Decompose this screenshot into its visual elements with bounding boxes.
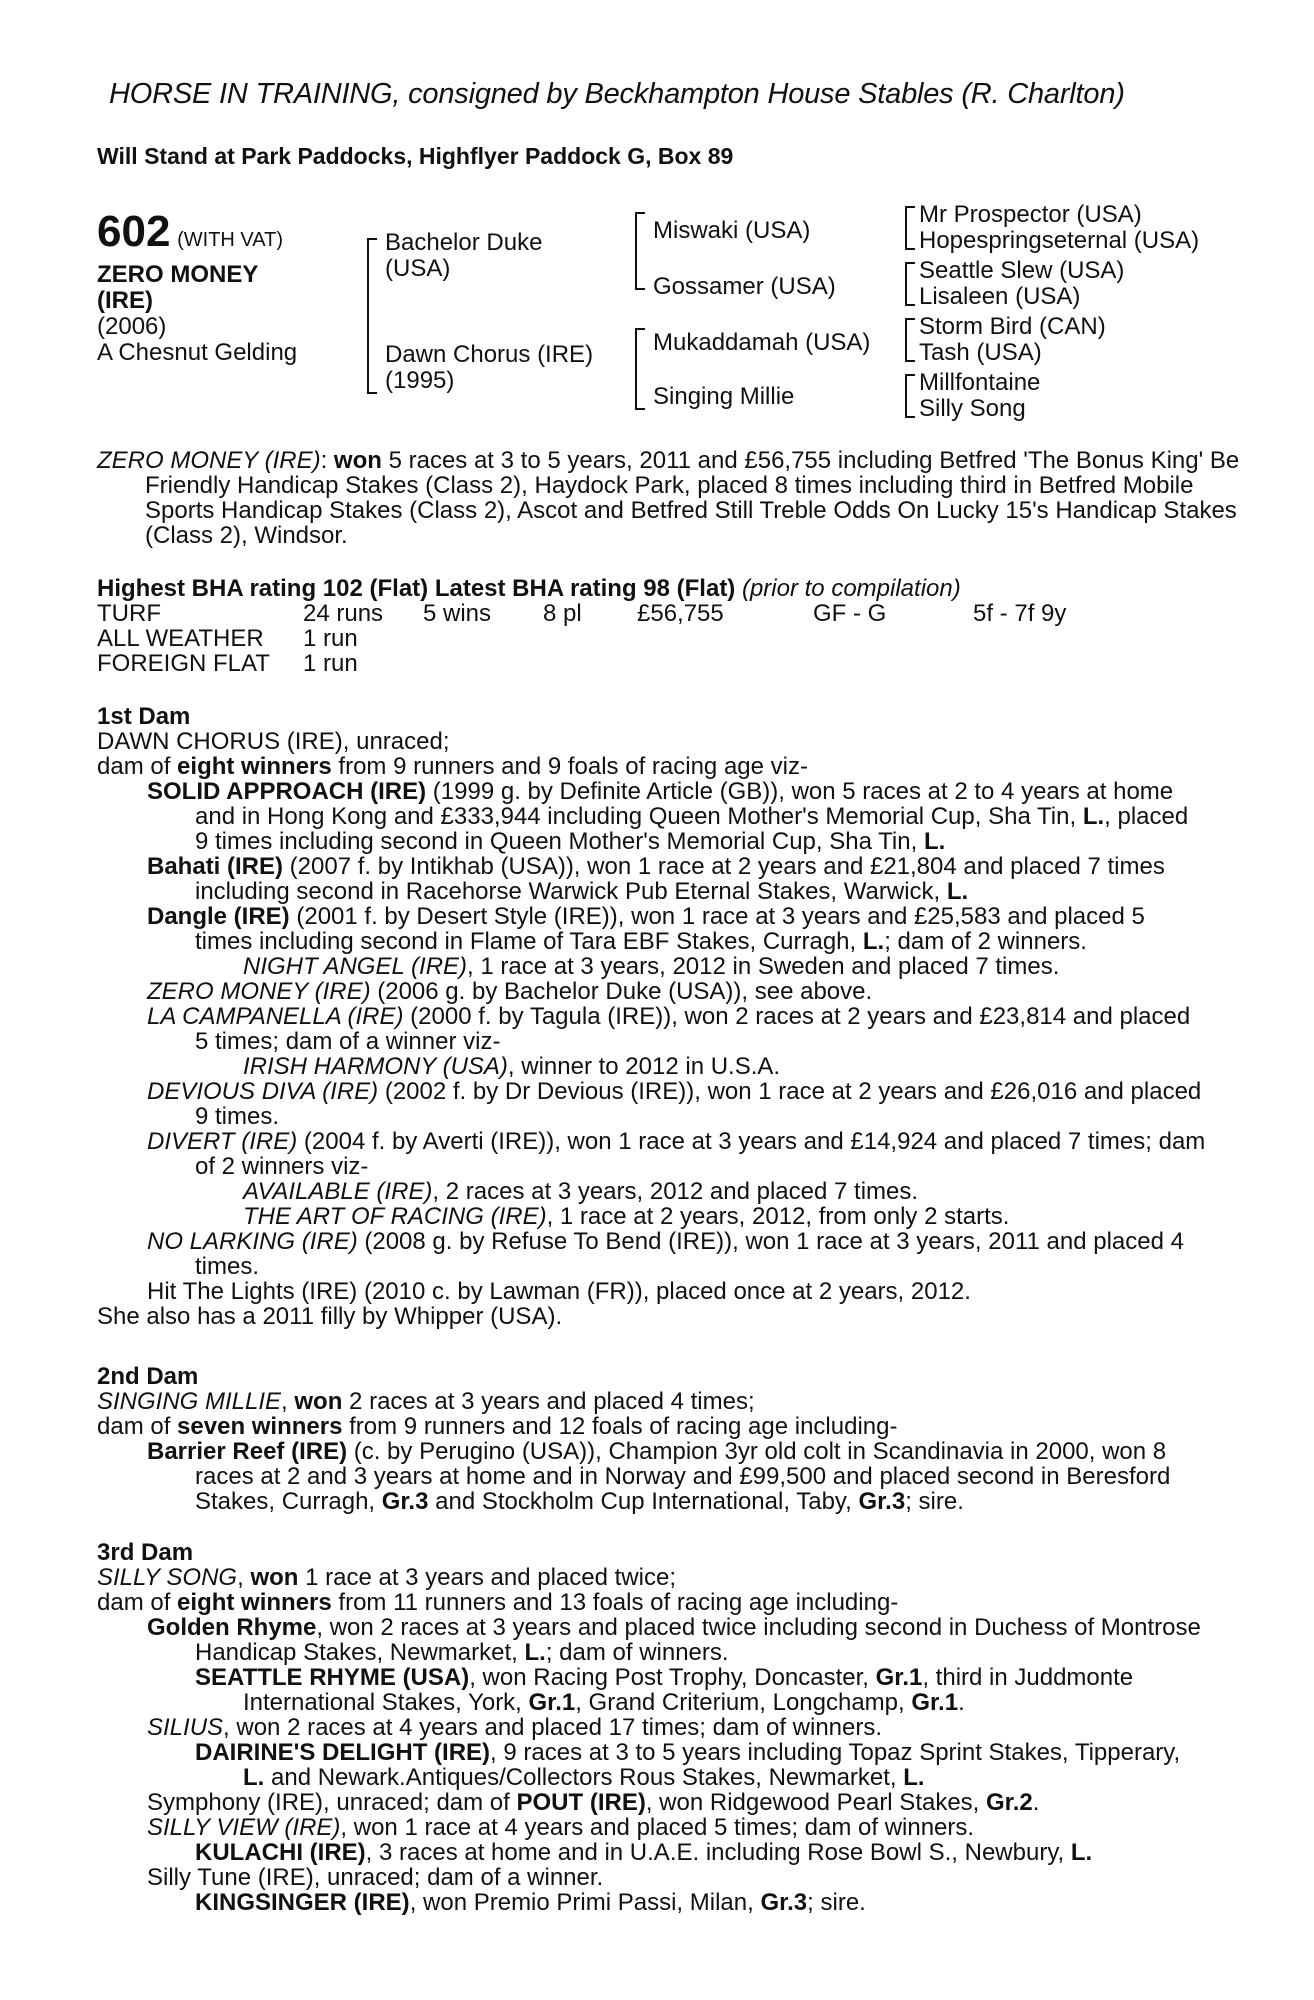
- list-item: Dangle (IRE) (2001 f. by Desert Style (IRE)), won 1 race at 3 years and £25,583 and placed 5 times including second in Flame of Tara EBF Stakes, Curragh, L.; dam of 2 winners.: [147, 903, 1145, 955]
- pedigree-sire: Bachelor Duke (USA): [385, 229, 543, 282]
- list-item: SILIUS, won 2 races at 4 years and placed 17 times; dam of winners.: [147, 1714, 883, 1741]
- list-item: Symphony (IRE), unraced; dam of POUT (IRE), won Ridgewood Pearl Stakes, Gr.2.: [147, 1789, 1040, 1816]
- horse-country: (IRE): [97, 287, 153, 314]
- list-item: SEATTLE RHYME (USA), won Racing Post Trophy, Doncaster, Gr.1, third in Juddmonte International Stakes, York, Gr.1, Grand Criterium, Longchamp, Gr.1.: [195, 1664, 1134, 1716]
- list-item: DEVIOUS DIVA (IRE) (2002 f. by Dr Devious (IRE)), won 1 race at 2 years and £26,016 and placed 9 times.: [147, 1078, 1202, 1130]
- pedigree-gg2: Seattle Slew (USA) Lisaleen (USA): [919, 257, 1125, 310]
- race-summary: ZERO MONEY (IRE): won 5 races at 3 to 5 years, 2011 and £56,755 including Betfred 'The Bonus King' Be Friendly Handicap Stakes (Class 2), Haydock Park, placed 8 times including third in Betfred Mobile Sports Handicap Stakes (Class 2), Ascot and Betfred Still Treble Odds On Lucky 15's Handicap Stakes (Class 2), Windsor.: [97, 447, 1240, 549]
- sire-dam-brace: [367, 238, 377, 394]
- list-item: Barrier Reef (IRE) (c. by Perugino (USA)), Champion 3yr old colt in Scandinavia in 2000, won 8 races at 2 and 3 years at home and in Norway and £99,500 and placed second in Beresford Stakes, Curragh, Gr.3 and Stockholm Cup International, Taby, Gr.3; sire.: [147, 1438, 1171, 1515]
- g-brace-3: [905, 318, 915, 362]
- list-item: DIVERT (IRE) (2004 f. by Averti (IRE)), won 1 race at 3 years and £14,924 and placed 7 times; dam of 2 winners viz-: [147, 1128, 1206, 1180]
- ratings-heading: Highest BHA rating 102 (Flat) Latest BHA rating 98 (Flat) (prior to compilation): [97, 575, 961, 602]
- first-dam-section: 1st Dam DAWN CHORUS (IRE), unraced; dam of eight winners from 9 runners and 9 foals of racing age viz- SOLID APPROACH (IRE) (1999 g. by Definite Article (GB)), won 5 races at 2 to 4 years at home and in Hong Kong and £333,944 including Queen Mother's Memorial Cup, Sha Tin, L., placed 9 times including second in Queen Mother's Memorial Cup, Sha Tin, L. Bahati (IRE) (2007 f. by Intikhab (USA)), won 1 race at 2 years and £21,804 and placed 7 times including second in Racehorse Warwick Pub Eternal Stakes, Warwick, L. Dangle (IRE) (2001 f. by Desert Style (IRE)), won 1 race at 3 years and £25,583 and placed 5 times including second in Flame of Tara EBF Stakes, Curragh, L.; dam of 2 winners. NIGHT ANGEL (IRE), 1 race at 3 years, 2012 in Sweden and placed 7 times. ZERO MONEY (IRE) (2006 g. by Bachelor Duke (USA)), see above. LA CAMPANELLA (IRE) (2000 f. by Tagula (IRE)), won 2 races at 2 years and £23,814 and placed 5 times; dam of a winner viz- IRISH HARMONY (USA), winner to 2012 in U.S.A. DEVIOUS DIVA (IRE) (2002 f. by Dr Devious (IRE)), won 1 race at 2 years and £26,016 and placed 9 times. DIVERT (IRE) (2004 f. by Averti (IRE)), won 1 race at 3 years and £14,924 and placed 7 times; dam of 2 winners viz- AVAILABLE (IRE), 2 races at 3 years, 2012 and placed 7 times. THE ART OF RACING (IRE), 1 race at 2 years, 2012, from only 2 starts. NO LARKING (IRE) (2008 g. by Refuse To Bend (IRE)), won 1 race at 3 years, 2011 and placed 4 times. Hit The Lights (IRE) (2010 c. by Lawman (FR)), placed once at 2 years, 2012. She also has a 2011 filly by Whipper (USA).: [97, 703, 1206, 1330]
- vat-note: (WITH VAT): [177, 229, 283, 251]
- lot-number: 602: [97, 207, 171, 256]
- horse-year: (2006): [97, 313, 167, 340]
- list-item: She also has a 2011 filly by Whipper (USA).: [97, 1303, 563, 1330]
- pedigree-dam-dam: Singing Millie: [653, 383, 795, 410]
- horse-description: A Chesnut Gelding: [97, 339, 298, 366]
- list-item: NO LARKING (IRE) (2008 g. by Refuse To Bend (IRE)), won 1 race at 3 years, 2011 and placed 4 times.: [147, 1228, 1184, 1280]
- second-dam-section: 2nd Dam SINGING MILLIE, won 2 races at 3 years and placed 4 times; dam of seven winners from 9 runners and 12 foals of racing age including- Barrier Reef (IRE) (c. by Perugino (USA)), Champion 3yr old colt in Scandinavia in 2000, won 8 races at 2 and 3 years at home and in Norway and £99,500 and placed second in Beresford Stakes, Curragh, Gr.3 and Stockholm Cup International, Taby, Gr.3; sire.: [97, 1364, 1207, 1514]
- pedigree-dam-sire: Mukaddamah (USA): [653, 329, 871, 356]
- pedigree-sire-sire: Miswaki (USA): [653, 217, 811, 244]
- consignment-heading: HORSE IN TRAINING, consigned by Beckhampton House Stables (R. Charlton): [109, 78, 1125, 110]
- list-item: Silly Tune (IRE), unraced; dam of a winner.: [147, 1864, 604, 1891]
- list-item: DAIRINE'S DELIGHT (IRE), 9 races at 3 to 5 years including Topaz Sprint Stakes, Tipperary, L. and Newark.Antiques/Collectors Rous Stakes, Newmarket, L.: [195, 1739, 1181, 1791]
- g-brace-2: [905, 262, 915, 306]
- g-brace-4: [905, 374, 915, 418]
- section-heading: 1st Dam: [97, 703, 191, 730]
- g-brace-1: [905, 206, 915, 250]
- pedigree-gg4: Millfontaine Silly Song: [919, 369, 1041, 422]
- dam-line-brace: [635, 328, 645, 410]
- section-heading: 3rd Dam: [97, 1539, 194, 1566]
- list-item: KINGSINGER (IRE), won Premio Primi Passi, Milan, Gr.3; sire.: [195, 1889, 866, 1916]
- list-item: ZERO MONEY (IRE) (2006 g. by Bachelor Duke (USA)), see above.: [147, 978, 873, 1005]
- ratings-table: [97, 601, 1066, 676]
- table-row: FOREIGN FLAT 1 run: [97, 650, 358, 677]
- pedigree-chart: [97, 0, 1207, 440]
- table-row: TURF 24 runs 5 wins 8 pl £56,755 GF - G 5f - 7f 9y: [97, 600, 1067, 627]
- list-item: SOLID APPROACH (IRE) (1999 g. by Definite Article (GB)), won 5 races at 2 to 4 years at home and in Hong Kong and £333,944 including Queen Mother's Memorial Cup, Sha Tin, L., placed 9 times including second in Queen Mother's Memorial Cup, Sha Tin, L.: [147, 778, 1189, 855]
- third-dam-section: 3rd Dam SILLY SONG, won 1 race at 3 years and placed twice; dam of eight winners from 11 runners and 13 foals of racing age including- Golden Rhyme, won 2 races at 3 years and placed twice including second in Duchess of Montrose Handicap Stakes, Newmarket, L.; dam of winners. SEATTLE RHYME (USA), won Racing Post Trophy, Doncaster, Gr.1, third in Juddmonte International Stakes, York, Gr.1, Grand Criterium, Longchamp, Gr.1. SILIUS, won 2 races at 4 years and placed 17 times; dam of winners. DAIRINE'S DELIGHT (IRE), 9 races at 3 to 5 years including Topaz Sprint Stakes, Tipperary, L. and Newark.Antiques/Collectors Rous Stakes, Newmarket, L. Symphony (IRE), unraced; dam of POUT (IRE), won Ridgewood Pearl Stakes, Gr.2. SILLY VIEW (IRE), won 1 race at 4 years and placed 5 times; dam of winners. KULACHI (IRE), 3 races at home and in U.A.E. including Rose Bowl S., Newbury, L. Silly Tune (IRE), unraced; dam of a winner. KINGSINGER (IRE), won Premio Primi Passi, Milan, Gr.3; sire.: [97, 1540, 1207, 1915]
- pedigree-sire-dam: Gossamer (USA): [653, 273, 836, 300]
- sire-line-brace: [635, 212, 645, 290]
- list-item: THE ART OF RACING (IRE), 1 race at 2 years, 2012, from only 2 starts.: [243, 1203, 1010, 1230]
- list-item: KULACHI (IRE), 3 races at home and in U.A.E. including Rose Bowl S., Newbury, L.: [195, 1839, 1093, 1866]
- ratings-section: [97, 576, 1207, 676]
- list-item: IRISH HARMONY (USA), winner to 2012 in U.S.A.: [243, 1053, 781, 1080]
- list-item: Hit The Lights (IRE) (2010 c. by Lawman (FR)), placed once at 2 years, 2012.: [147, 1278, 971, 1305]
- list-item: LA CAMPANELLA (IRE) (2000 f. by Tagula (IRE)), won 2 races at 2 years and £23,814 and placed 5 times; dam of a winner viz-: [147, 1003, 1191, 1055]
- list-item: NIGHT ANGEL (IRE), 1 race at 3 years, 2012 in Sweden and placed 7 times.: [243, 953, 1060, 980]
- list-item: SILLY VIEW (IRE), won 1 race at 4 years and placed 5 times; dam of winners.: [147, 1814, 975, 1841]
- pedigree-gg3: Storm Bird (CAN) Tash (USA): [919, 313, 1106, 366]
- list-item: Bahati (IRE) (2007 f. by Intikhab (USA)), won 1 race at 2 years and £21,804 and placed 7 times including second in Racehorse Warwick Pub Eternal Stakes, Warwick, L.: [147, 853, 1165, 905]
- stand-location: Will Stand at Park Paddocks, Highflyer Paddock G, Box 89: [97, 143, 734, 169]
- list-item: AVAILABLE (IRE), 2 races at 3 years, 2012 and placed 7 times.: [243, 1178, 919, 1205]
- table-row: ALL WEATHER 1 run: [97, 625, 358, 652]
- pedigree-dam: Dawn Chorus (IRE) (1995): [385, 341, 594, 394]
- section-heading: 2nd Dam: [97, 1363, 199, 1390]
- pedigree-gg1: Mr Prospector (USA) Hopespringseternal (USA): [919, 201, 1200, 254]
- list-item: Golden Rhyme, won 2 races at 3 years and placed twice including second in Duchess of Montrose Handicap Stakes, Newmarket, L.; dam of winners.: [147, 1614, 1201, 1666]
- horse-name: ZERO MONEY: [97, 261, 259, 288]
